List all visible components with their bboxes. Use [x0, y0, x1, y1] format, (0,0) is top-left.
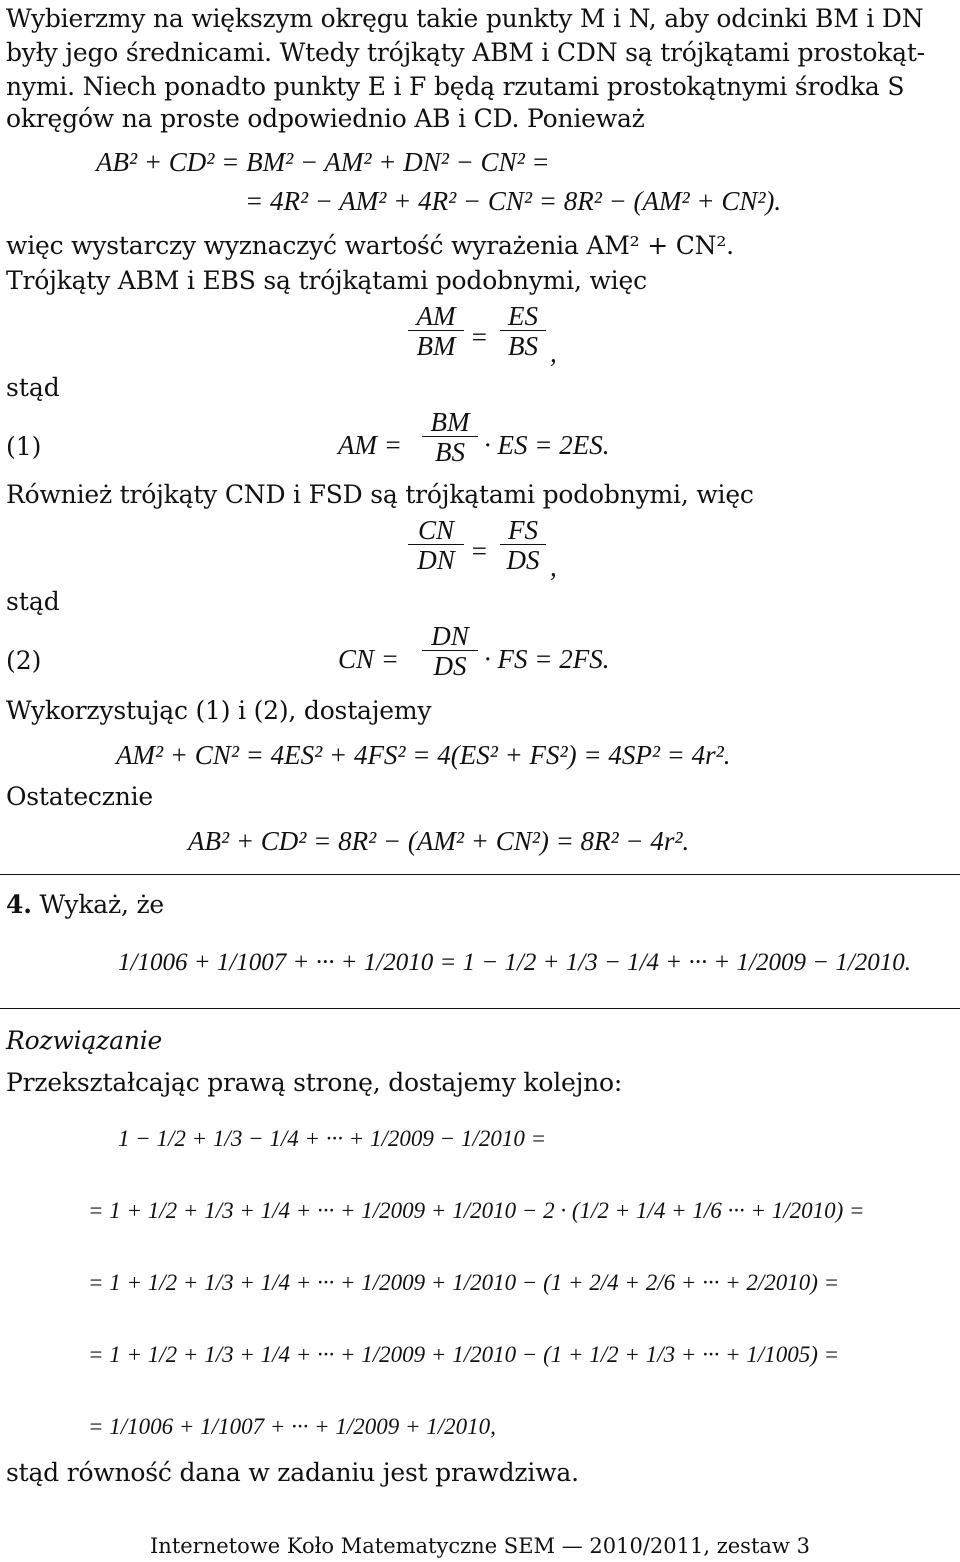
equation2-fraction: $\frac{DN}{DS}$: [422, 622, 478, 681]
paragraph-line: nymi. Niech ponadto punkty E i F będą rzutami prostokątnymi środka S: [6, 72, 905, 101]
derivation-line: = 1/1006 + 1/1007 + ··· + 1/2009 + 1/2010,: [88, 1414, 496, 1439]
derivation-line: 1 − 1/2 + 1/3 − 1/4 + ··· + 1/2009 − 1/2010 =: [118, 1126, 547, 1151]
stad-label: stąd: [6, 587, 60, 616]
stad-label: stąd: [6, 373, 60, 402]
paragraph-line: Również trójkąty CND i FSD są trójkątami podobnymi, więc: [6, 480, 754, 509]
equation2-lhs: CN =: [338, 644, 399, 674]
paragraph-line: więc wystarczy wyznaczyć wartość wyrażenia AM² + CN².: [6, 231, 734, 260]
section-divider: [0, 1008, 960, 1009]
ratio1-right-fraction: $\frac{ES}{BS}$: [500, 302, 546, 361]
equation-number-1: (1): [6, 432, 42, 461]
page-footer: Internetowe Koło Matematyczne SEM — 2010/2011, zestaw 3: [150, 1534, 810, 1558]
paragraph-line: Ostatecznie: [6, 782, 153, 811]
equation1-fraction: $\frac{BM}{BS}$: [422, 408, 478, 467]
ratio1-equals: =: [470, 322, 489, 352]
equation1-lhs: AM =: [338, 430, 402, 460]
equation2-rhs: · FS = 2FS.: [484, 644, 610, 674]
equation1-rhs: · ES = 2ES.: [484, 430, 610, 460]
conclusion: stąd równość dana w zadaniu jest prawdziwa.: [6, 1458, 579, 1487]
solution-title: Rozwiązanie: [6, 1026, 163, 1055]
ratio2-equals: =: [470, 536, 489, 566]
equation-ab-cd-line2: = 4R² − AM² + 4R² − CN² = 8R² − (AM² + CN²).: [245, 186, 782, 216]
ratio1-comma: ,: [550, 338, 557, 368]
equation-ab-cd-line1: AB² + CD² = BM² − AM² + DN² − CN² =: [96, 147, 550, 177]
ratio2-left-fraction: $\frac{CN}{DN}$: [408, 516, 464, 575]
problem-number: 4.: [6, 890, 32, 919]
equation-sum: AM² + CN² = 4ES² + 4FS² = 4(ES² + FS²) = 4SP² = 4r².: [116, 740, 731, 770]
derivation-line: = 1 + 1/2 + 1/3 + 1/4 + ··· + 1/2009 + 1/2010 − (1 + 2/4 + 2/6 + ··· + 2/2010) =: [88, 1270, 840, 1295]
paragraph-line: Wybierzmy na większym okręgu takie punkty M i N, aby odcinki BM i DN: [6, 4, 924, 33]
ratio2-comma: ,: [550, 552, 557, 582]
equation-number-2: (2): [6, 646, 42, 675]
problem-heading: [6, 890, 164, 920]
derivation-line: = 1 + 1/2 + 1/3 + 1/4 + ··· + 1/2009 + 1/2010 − (1 + 1/2 + 1/3 + ··· + 1/1005) =: [88, 1342, 840, 1367]
derivation-line: = 1 + 1/2 + 1/3 + 1/4 + ··· + 1/2009 + 1/2010 − 2 · (1/2 + 1/4 + 1/6 ··· + 1/2010) =: [88, 1198, 865, 1223]
paragraph-line: okręgów na proste odpowiednio AB i CD. Ponieważ: [6, 104, 645, 133]
problem-equation: 1/1006 + 1/1007 + ··· + 1/2010 = 1 − 1/2 + 1/3 − 1/4 + ··· + 1/2009 − 1/2010.: [118, 949, 912, 976]
section-divider: [0, 874, 960, 875]
paragraph-line: Wykorzystując (1) i (2), dostajemy: [6, 696, 432, 725]
ratio1-left-fraction: $\frac{AM}{BM}$: [408, 302, 464, 361]
paragraph-line: były jego średnicami. Wtedy trójkąty ABM i CDN są trójkątami prostokąt-: [6, 38, 925, 67]
ratio2-right-fraction: $\frac{FS}{DS}$: [500, 516, 546, 575]
equation-final: AB² + CD² = 8R² − (AM² + CN²) = 8R² − 4r².: [188, 826, 690, 856]
paragraph-line: Trójkąty ABM i EBS są trójkątami podobnymi, więc: [6, 266, 647, 295]
solution-intro: Przekształcając prawą stronę, dostajemy kolejno:: [6, 1068, 623, 1097]
problem-text: Wykaż, że: [39, 890, 165, 919]
